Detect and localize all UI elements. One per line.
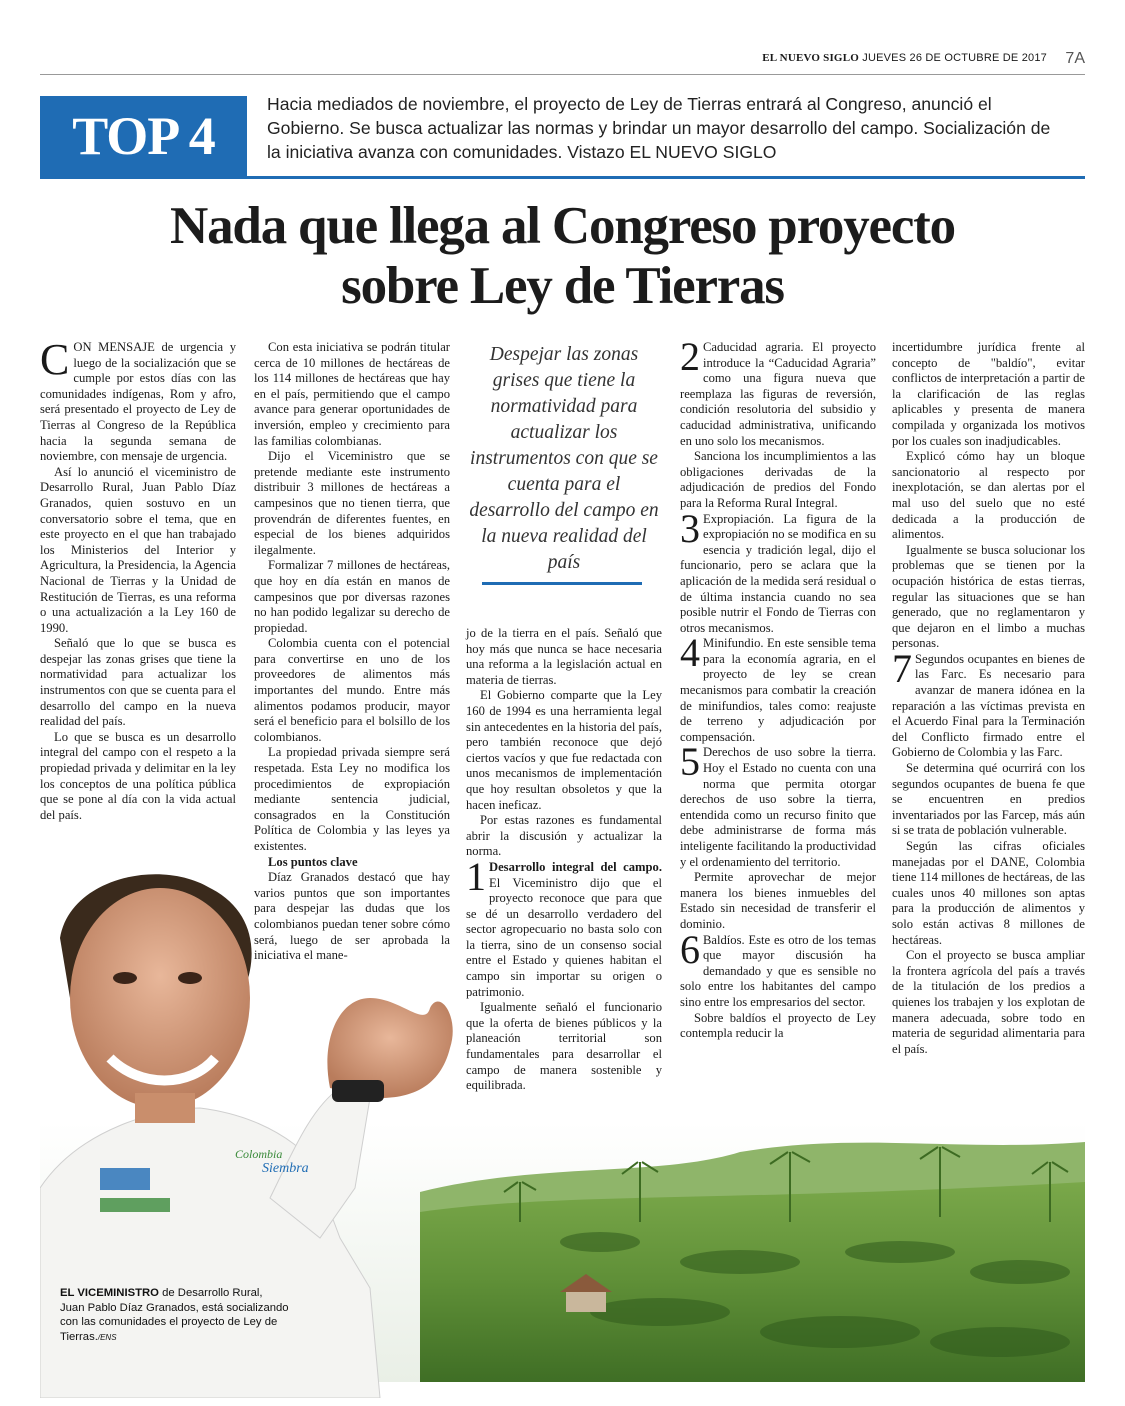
article-column-1 xyxy=(40,335,236,823)
masthead xyxy=(762,52,1047,64)
paragraph: jo de la tierra en el país. Señaló que hoy más que nunca se hace necesaria una reforma a la legislación actual en materia de tierras. xyxy=(466,626,662,687)
lead-text: ON MENSAJE de urgencia y luego de la socialización que se cumple por estos días con las comunidades indígenas, Rom y afro, será presentado el proyecto de Ley de Tierras al Congreso de la República hacia la segunda semana de noviembre, con mensaje de urgencia. xyxy=(40,340,236,464)
paragraph: Sobre baldíos el proyecto de Ley contempla reducir la xyxy=(680,1010,876,1041)
key-point-7 xyxy=(892,645,1085,761)
paragraph: incertidumbre jurídica frente al concepto de "baldío", evitar conflictos de interpretación a partir de la clarificación de las reglas aplicables y presenta de manera compilada y organizada los motivos por los cuales son inadjudicables. xyxy=(892,340,1085,448)
key-point-number: 2 xyxy=(680,334,700,379)
paragraph: El Gobierno comparte que la Ley 160 de 1994 es una herramienta legal sin antecedentes en la historia del país, pero también reconoce que dejó ciertos vacíos y que fue redactada con unos mecanismos de implementación que hoy resultan obsoletos y que la hacen ineficaz. xyxy=(466,688,662,812)
paragraph: Igualmente señaló el funcionario que la oferta de bienes públicos y la planeación territorial son fundamentales para desarrollar el campo de manera sostenible y equilibrada. xyxy=(466,1000,662,1093)
issue-date: JUEVES 26 DE OCTUBRE DE 2017 xyxy=(862,52,1047,64)
key-point-5 xyxy=(680,739,876,870)
paper-name: EL NUEVO SIGLO xyxy=(762,52,859,64)
lead-paragraph xyxy=(40,335,236,465)
key-point-number: 6 xyxy=(680,926,700,972)
paragraph: Colombia cuenta con el potencial para convertirse en uno de los proveedores de alimentos más importantes del mundo. Entre más alimentos podamos producir, mayor será el beneficio para el bolsillo de los colombianos. xyxy=(254,636,450,744)
paragraph: Permite aprovechar de mejor manera los bienes inmuebles del Estado sin necesidad de transferir el dominio. xyxy=(680,870,876,931)
key-point-3 xyxy=(680,505,876,637)
paragraph: Señaló que lo que se busca es despejar las zonas grises que tiene la normatividad para actualizar los instrumentos con que se cuenta para el desarrollo del campo en la nueva realidad del país. xyxy=(40,636,236,729)
shirt-logo-line-2: Siembra xyxy=(262,1161,309,1176)
paragraph: Lo que se busca es un desarrollo integral del campo con el respeto a la propiedad privada y delimitar en la ley los conceptos de una política pública que se pone al día con la vida actual del país. xyxy=(40,729,236,822)
wristwatch xyxy=(332,1080,384,1102)
paragraph: Con el proyecto se busca ampliar la frontera agrícola del país a través de la titulación de los predios a quienes los trabajen y los explotan de manera adecuada, sobre todo en materia de seguridad alimentaria para el país. xyxy=(892,948,1085,1056)
headline-line-2: sobre Ley de Tierras xyxy=(341,257,784,315)
shirt-logo-line-1: Colombia xyxy=(235,1147,283,1161)
key-point-number: 5 xyxy=(680,739,700,785)
key-point-title: Desarrollo integral del campo. xyxy=(489,859,662,874)
paragraph: Dijo el Viceministro que se pretende mediante este instrumento distribuir 3 millones de hectáreas a campesinos que no tienen tierra, que provendrán de diferentes fuentes, en especial de los bienes adquiridos ilegalmente. xyxy=(254,449,450,557)
key-point-1 xyxy=(466,853,662,1000)
headline xyxy=(40,196,1085,316)
pull-quote: Despejar las zonas grises que tiene la normatividad para actualizar los instrumentos con que se cuenta para el desarrollo del campo en la nueva realidad del país xyxy=(469,344,659,573)
key-point-number: 1 xyxy=(466,853,486,899)
paragraph: Así lo anunció el viceministro de Desarrollo Rural, Juan Pablo Díaz Granados, quien sostuvo en un conversatorio sobre el tema, que en este proyecto en el que han trabajado los Ministerios del Interior y Agricultura, la Presidencia, la Agencia Nacional de Tierras y la Unidad de Restitución de Tierras, es una reforma o una actualización a la Ley 160 de 1990. xyxy=(40,464,236,635)
key-point-number: 7 xyxy=(892,645,912,691)
top4-lead: Hacia mediados de noviembre, el proyecto de Ley de Tierras entrará al Congreso, anunció el Gobierno. Se busca actualizar las normas y brindar un mayor desarrollo del campo. Socialización de la iniciativa avanza con comunidades. Vistazo EL NUEVO SIGLO xyxy=(267,94,1051,162)
article-column-3 xyxy=(466,626,662,1094)
article-column-4 xyxy=(680,334,876,1042)
paragraph: Se determina qué ocurrirá con los segundos ocupantes de buena fe que se encuentren en predios inventariados por las Farcep, más aún si se trata de población vulnerable. xyxy=(892,761,1085,838)
paragraph: La propiedad privada siempre será respetada. Esta Ley no modifica los procedimientos de expropiación mediante sentencia judicial, consagrados en la Constitución Política de Colombia y las leyes ya existentes. xyxy=(254,745,450,853)
paragraph: Díaz Granados destacó que hay varios puntos que son importantes para despejar las dudas que los colombianos puedan tener sobre cómo será, luego de ser aprobada la iniciativa el mane- xyxy=(254,870,450,963)
paragraph: Explicó cómo hay un bloque sancionatorio al respecto por inexplotación, se dan alertas por el mal uso del suelo que no esté dedicada a la producción de alimentos. xyxy=(892,449,1085,542)
key-point-text: Expropiación. La figura de la expropiación no se modifica en su esencia y tradición legal, dijo el funcionario, pero se aclara que la aplicación de la medida será residual o de última instancia cuando no sea posible nutrir el Fondo de Tierras con otros mecanismos. xyxy=(680,511,876,635)
key-point-6 xyxy=(680,926,876,1011)
key-point-text: Derechos de uso sobre la tierra. Hoy el Estado no cuenta con una norma que permita otorgar derechos de uso sobre la tierra, entendida como un recurso finito que debe administrarse de forma más inteligente facilitando la productividad y el ordenamiento del territorio. xyxy=(680,745,876,869)
key-point-text: Minifundio. En este sensible tema para la economía agraria, en el proyecto de ley se crean mecanismos para combatir la creación de minifundios, tales como: reajuste de terreno y adjudicación por compensación. xyxy=(680,636,876,744)
photo-credit: /ENS xyxy=(97,1332,117,1342)
headline-line-1: Nada que llega al Congreso proyecto xyxy=(170,197,955,255)
paragraph: Con esta iniciativa se podrán titular cerca de 10 millones de hectáreas de los 114 millones de hectáreas que hay en el país, permitiendo que el campo avance para generar oportunidades de inversión, empleo y crecimiento para las familias colombianas. xyxy=(254,340,450,448)
photo-caption xyxy=(60,1286,290,1345)
key-point-text: Baldíos. Este es otro de los temas que mayor discusión ha demandado y que es sensible no solo entre los habitantes del campo sino entre los empresarios del sector. xyxy=(680,932,876,1009)
paragraph: Por estas razones es fundamental abrir la discusión y actualizar la norma. xyxy=(466,813,662,859)
top4-badge: TOP 4 xyxy=(40,96,247,176)
top-rule xyxy=(40,74,1085,75)
subheading: Los puntos clave xyxy=(268,854,358,869)
key-point-number: 3 xyxy=(680,505,700,551)
key-point-text: Segundos ocupantes en bienes de las Farc. Es necesario para avanzar de manera idónea en la reparación a las víctimas prevista en el Acuerdo Final para la Terminación del Conflicto firmado entre el Gobierno de Colombia y las Farc. xyxy=(892,651,1085,760)
caption-text: de Desarrollo Rural, Juan Pablo Díaz Granados, está socializando con las comunidades el proyecto de Ley de Tierras. xyxy=(60,1287,289,1343)
key-point-text: El Viceministro dijo que el proyecto reconoce que para que se dé un desarrollo verdadero del sector agropecuario no basta solo con la tierra, sino de un consenso social entre el Estado y quienes habitan el campo sin importar su origen o patrimonio. xyxy=(466,875,662,999)
drop-cap: C xyxy=(40,335,70,384)
key-point-4 xyxy=(680,630,876,745)
paragraph: Según las cifras oficiales manejadas por el DANE, Colombia tiene 114 millones de hectáreas, de las cuales unos 40 millones son aptas para la producción de alimentos y solo están activas 8 millones de hectáreas. xyxy=(892,839,1085,947)
caption-lead: EL VICEMINISTRO xyxy=(60,1287,159,1299)
section-rule xyxy=(40,176,1085,179)
paragraph: Formalizar 7 millones de hectáreas, que hoy en día están en manos de campesinos que por diversas razones no han podido legalizar su derecho de propiedad. xyxy=(254,558,450,635)
key-point-2 xyxy=(680,334,876,449)
key-point-number: 4 xyxy=(680,630,700,676)
key-point-text: Caducidad agraria. El proyecto introduce la “Caducidad Agraria” como una figura nueva que reemplaza las figuras de reversión, condición resolutoria del subsidio y caducidad administrativa, unificando en uno solo los mecanismos. xyxy=(680,340,876,448)
pull-quote-rule xyxy=(482,582,642,585)
paragraph: Sanciona los incumplimientos a las obligaciones derivadas de la adjudicación de predios del Fondo para la Reforma Rural Integral. xyxy=(680,449,876,510)
article-column-5 xyxy=(892,340,1085,1057)
page-number: 7A xyxy=(1065,50,1085,67)
paragraph: Igualmente se busca solucionar los problemas que se tienen por la ocupación histórica de estas tierras, regular las situaciones que se han generado, que no reglamentaron y que dejaron en el limbo a muchas personas. xyxy=(892,542,1085,651)
